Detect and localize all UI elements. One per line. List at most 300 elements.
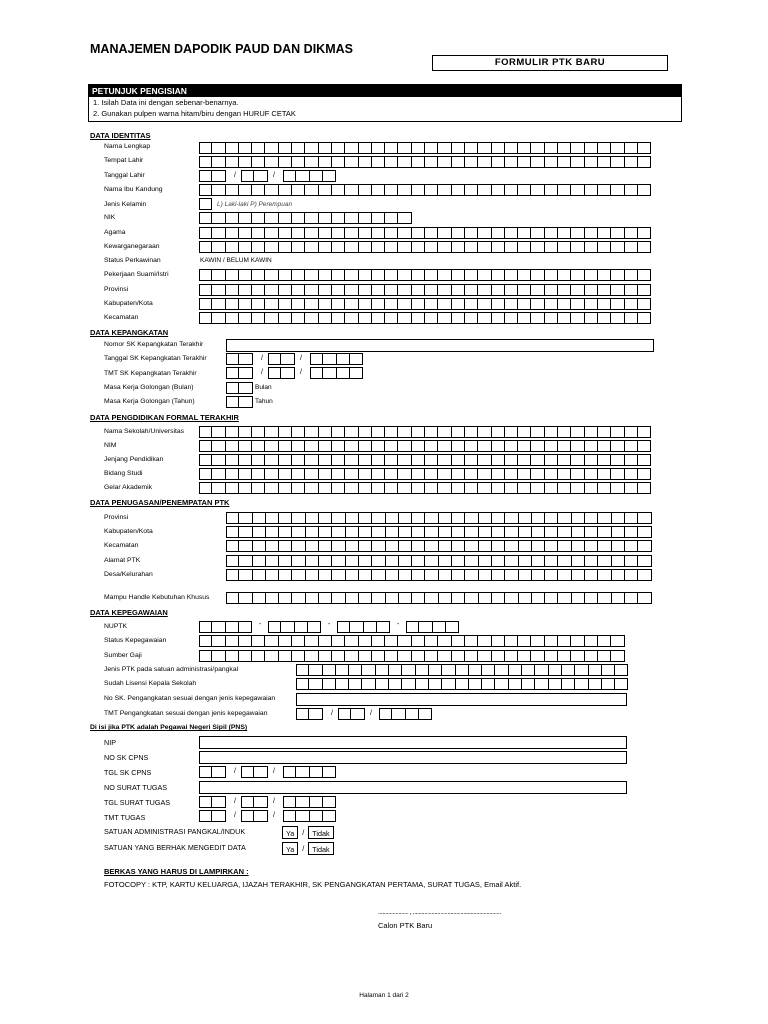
char-cell[interactable] bbox=[345, 269, 358, 281]
char-cell[interactable] bbox=[478, 650, 491, 662]
char-cell[interactable] bbox=[505, 142, 518, 154]
char-cell[interactable] bbox=[562, 664, 575, 676]
char-cell[interactable] bbox=[212, 440, 225, 452]
char-cell[interactable] bbox=[412, 284, 425, 296]
char-cell[interactable] bbox=[545, 482, 558, 494]
char-cell[interactable] bbox=[452, 142, 465, 154]
char-cell[interactable] bbox=[585, 269, 598, 281]
char-cell[interactable] bbox=[265, 227, 278, 239]
char-cell[interactable] bbox=[281, 367, 294, 379]
field-nuptk-4[interactable] bbox=[406, 621, 459, 633]
char-cell[interactable] bbox=[545, 426, 558, 438]
char-cell[interactable] bbox=[309, 708, 322, 720]
char-cell[interactable] bbox=[439, 569, 452, 581]
char-cell[interactable] bbox=[292, 440, 305, 452]
char-cell[interactable] bbox=[625, 241, 638, 253]
char-cell[interactable] bbox=[492, 241, 505, 253]
char-cell[interactable] bbox=[625, 142, 638, 154]
field-tugas-kabupaten[interactable] bbox=[226, 526, 652, 538]
char-cell[interactable] bbox=[518, 284, 531, 296]
char-cell[interactable] bbox=[585, 569, 598, 581]
char-cell[interactable] bbox=[585, 426, 598, 438]
char-cell[interactable] bbox=[345, 156, 358, 168]
char-cell[interactable] bbox=[465, 482, 478, 494]
char-cell[interactable] bbox=[226, 650, 239, 662]
char-cell[interactable] bbox=[266, 526, 279, 538]
char-cell[interactable] bbox=[319, 512, 332, 524]
field-jenis-kelamin[interactable] bbox=[199, 198, 212, 210]
char-cell[interactable] bbox=[598, 227, 611, 239]
char-cell[interactable] bbox=[226, 526, 239, 538]
char-cell[interactable] bbox=[598, 468, 611, 480]
char-cell[interactable] bbox=[585, 440, 598, 452]
char-cell[interactable] bbox=[239, 512, 252, 524]
char-cell[interactable] bbox=[452, 440, 465, 452]
char-cell[interactable] bbox=[279, 635, 292, 647]
char-cell[interactable] bbox=[292, 482, 305, 494]
char-cell[interactable] bbox=[518, 184, 531, 196]
char-cell[interactable] bbox=[332, 635, 345, 647]
char-cell[interactable] bbox=[478, 440, 491, 452]
char-cell[interactable] bbox=[239, 468, 252, 480]
char-cell[interactable] bbox=[292, 298, 305, 310]
char-cell[interactable] bbox=[598, 312, 611, 324]
char-cell[interactable] bbox=[385, 440, 398, 452]
field-tgl-sk-cpns-mm[interactable] bbox=[241, 766, 268, 778]
field-tanggal-lahir-mm[interactable] bbox=[241, 170, 268, 182]
char-cell[interactable] bbox=[638, 540, 651, 552]
char-cell[interactable] bbox=[377, 621, 390, 633]
char-cell[interactable] bbox=[279, 426, 292, 438]
char-cell[interactable] bbox=[518, 454, 531, 466]
char-cell[interactable] bbox=[279, 312, 292, 324]
char-cell[interactable] bbox=[598, 298, 611, 310]
char-cell[interactable] bbox=[585, 482, 598, 494]
char-cell[interactable] bbox=[332, 569, 345, 581]
char-cell[interactable] bbox=[412, 592, 425, 604]
char-cell[interactable] bbox=[638, 312, 651, 324]
char-cell[interactable] bbox=[239, 540, 252, 552]
char-cell[interactable] bbox=[279, 526, 292, 538]
char-cell[interactable] bbox=[416, 678, 429, 690]
char-cell[interactable] bbox=[349, 678, 362, 690]
char-cell[interactable] bbox=[398, 269, 411, 281]
char-cell[interactable] bbox=[412, 312, 425, 324]
char-cell[interactable] bbox=[386, 555, 399, 567]
char-cell[interactable] bbox=[505, 440, 518, 452]
char-cell[interactable] bbox=[268, 367, 281, 379]
char-cell[interactable] bbox=[625, 526, 638, 538]
char-cell[interactable] bbox=[478, 227, 491, 239]
char-cell[interactable] bbox=[305, 635, 318, 647]
char-cell[interactable] bbox=[226, 555, 239, 567]
char-cell[interactable] bbox=[478, 426, 491, 438]
char-cell[interactable] bbox=[292, 212, 305, 224]
char-cell[interactable] bbox=[292, 227, 305, 239]
field-gelar[interactable] bbox=[199, 482, 651, 494]
char-cell[interactable] bbox=[226, 540, 239, 552]
char-cell[interactable] bbox=[385, 312, 398, 324]
char-cell[interactable] bbox=[266, 592, 279, 604]
char-cell[interactable] bbox=[345, 241, 358, 253]
char-cell[interactable] bbox=[310, 810, 323, 822]
char-cell[interactable] bbox=[492, 540, 505, 552]
char-cell[interactable] bbox=[492, 227, 505, 239]
char-cell[interactable] bbox=[505, 184, 518, 196]
char-cell[interactable] bbox=[305, 269, 318, 281]
char-cell[interactable] bbox=[319, 440, 332, 452]
char-cell[interactable] bbox=[212, 298, 225, 310]
char-cell[interactable] bbox=[346, 512, 359, 524]
char-cell[interactable] bbox=[505, 468, 518, 480]
char-cell[interactable] bbox=[558, 540, 571, 552]
char-cell[interactable] bbox=[509, 664, 522, 676]
char-cell[interactable] bbox=[571, 440, 584, 452]
char-cell[interactable] bbox=[452, 569, 465, 581]
char-cell[interactable] bbox=[345, 298, 358, 310]
char-cell[interactable] bbox=[332, 298, 345, 310]
char-cell[interactable] bbox=[452, 269, 465, 281]
char-cell[interactable] bbox=[252, 635, 265, 647]
char-cell[interactable] bbox=[292, 512, 305, 524]
char-cell[interactable] bbox=[199, 142, 212, 154]
char-cell[interactable] bbox=[212, 142, 225, 154]
field-tanggal-sk-mm[interactable] bbox=[268, 353, 295, 365]
char-cell[interactable] bbox=[398, 241, 411, 253]
char-cell[interactable] bbox=[372, 526, 385, 538]
char-cell[interactable] bbox=[625, 284, 638, 296]
char-cell[interactable] bbox=[398, 635, 411, 647]
char-cell[interactable] bbox=[332, 269, 345, 281]
char-cell[interactable] bbox=[345, 650, 358, 662]
char-cell[interactable] bbox=[456, 664, 469, 676]
char-cell[interactable] bbox=[239, 621, 252, 633]
char-cell[interactable] bbox=[518, 468, 531, 480]
char-cell[interactable] bbox=[412, 512, 425, 524]
char-cell[interactable] bbox=[372, 142, 385, 154]
char-cell[interactable] bbox=[625, 540, 638, 552]
char-cell[interactable] bbox=[505, 454, 518, 466]
char-cell[interactable] bbox=[612, 569, 625, 581]
char-cell[interactable] bbox=[199, 440, 212, 452]
field-nuptk-2[interactable] bbox=[268, 621, 321, 633]
char-cell[interactable] bbox=[611, 312, 624, 324]
char-cell[interactable] bbox=[611, 284, 624, 296]
char-cell[interactable] bbox=[265, 241, 278, 253]
char-cell[interactable] bbox=[319, 526, 332, 538]
char-cell[interactable] bbox=[199, 170, 212, 182]
char-cell[interactable] bbox=[292, 468, 305, 480]
char-cell[interactable] bbox=[469, 664, 482, 676]
char-cell[interactable] bbox=[292, 156, 305, 168]
char-cell[interactable] bbox=[199, 810, 212, 822]
char-cell[interactable] bbox=[465, 592, 478, 604]
char-cell[interactable] bbox=[465, 454, 478, 466]
char-cell[interactable] bbox=[412, 241, 425, 253]
char-cell[interactable] bbox=[265, 142, 278, 154]
char-cell[interactable] bbox=[611, 269, 624, 281]
char-cell[interactable] bbox=[212, 312, 225, 324]
char-cell[interactable] bbox=[226, 241, 239, 253]
char-cell[interactable] bbox=[399, 526, 412, 538]
char-cell[interactable] bbox=[412, 482, 425, 494]
char-cell[interactable] bbox=[253, 512, 266, 524]
char-cell[interactable] bbox=[362, 678, 375, 690]
char-cell[interactable] bbox=[252, 298, 265, 310]
char-cell[interactable] bbox=[199, 426, 212, 438]
char-cell[interactable] bbox=[438, 156, 451, 168]
char-cell[interactable] bbox=[199, 241, 212, 253]
char-cell[interactable] bbox=[598, 426, 611, 438]
char-cell[interactable] bbox=[479, 540, 492, 552]
char-cell[interactable] bbox=[598, 650, 611, 662]
char-cell[interactable] bbox=[279, 269, 292, 281]
char-cell[interactable] bbox=[310, 170, 323, 182]
char-cell[interactable] bbox=[625, 227, 638, 239]
char-cell[interactable] bbox=[429, 664, 442, 676]
char-cell[interactable] bbox=[585, 298, 598, 310]
char-cell[interactable] bbox=[545, 650, 558, 662]
char-cell[interactable] bbox=[465, 526, 478, 538]
char-cell[interactable] bbox=[306, 592, 319, 604]
char-cell[interactable] bbox=[345, 142, 358, 154]
field-tmt-tugas-mm[interactable] bbox=[241, 810, 268, 822]
char-cell[interactable] bbox=[359, 184, 372, 196]
char-cell[interactable] bbox=[558, 635, 571, 647]
char-cell[interactable] bbox=[319, 592, 332, 604]
char-cell[interactable] bbox=[239, 353, 252, 365]
char-cell[interactable] bbox=[319, 298, 332, 310]
char-cell[interactable] bbox=[241, 796, 254, 808]
char-cell[interactable] bbox=[571, 284, 584, 296]
char-cell[interactable] bbox=[589, 678, 602, 690]
char-cell[interactable] bbox=[558, 569, 571, 581]
char-cell[interactable] bbox=[253, 526, 266, 538]
char-cell[interactable] bbox=[319, 312, 332, 324]
field-tanggal-lahir-dd[interactable] bbox=[199, 170, 226, 182]
char-cell[interactable] bbox=[386, 526, 399, 538]
char-cell[interactable] bbox=[199, 269, 212, 281]
char-cell[interactable] bbox=[283, 766, 296, 778]
char-cell[interactable] bbox=[611, 635, 624, 647]
field-nama-ibu[interactable] bbox=[199, 184, 651, 196]
char-cell[interactable] bbox=[359, 269, 372, 281]
char-cell[interactable] bbox=[305, 184, 318, 196]
field-handle-khusus[interactable] bbox=[226, 592, 652, 604]
char-cell[interactable] bbox=[425, 569, 438, 581]
char-cell[interactable] bbox=[359, 512, 372, 524]
char-cell[interactable] bbox=[319, 569, 332, 581]
char-cell[interactable] bbox=[545, 512, 558, 524]
char-cell[interactable] bbox=[638, 512, 651, 524]
char-cell[interactable] bbox=[279, 650, 292, 662]
char-cell[interactable] bbox=[319, 468, 332, 480]
char-cell[interactable] bbox=[332, 284, 345, 296]
char-cell[interactable] bbox=[323, 678, 336, 690]
char-cell[interactable] bbox=[212, 426, 225, 438]
char-cell[interactable] bbox=[345, 468, 358, 480]
char-cell[interactable] bbox=[226, 142, 239, 154]
char-cell[interactable] bbox=[359, 440, 372, 452]
char-cell[interactable] bbox=[598, 454, 611, 466]
char-cell[interactable] bbox=[266, 540, 279, 552]
field-tanggal-lahir-yyyy[interactable] bbox=[283, 170, 336, 182]
char-cell[interactable] bbox=[265, 212, 278, 224]
char-cell[interactable] bbox=[558, 269, 571, 281]
char-cell[interactable] bbox=[479, 569, 492, 581]
char-cell[interactable] bbox=[465, 555, 478, 567]
char-cell[interactable] bbox=[419, 708, 432, 720]
char-cell[interactable] bbox=[239, 454, 252, 466]
char-cell[interactable] bbox=[438, 312, 451, 324]
char-cell[interactable] bbox=[385, 241, 398, 253]
char-cell[interactable] bbox=[212, 482, 225, 494]
char-cell[interactable] bbox=[505, 635, 518, 647]
char-cell[interactable] bbox=[296, 170, 309, 182]
char-cell[interactable] bbox=[359, 592, 372, 604]
char-cell[interactable] bbox=[212, 156, 225, 168]
char-cell[interactable] bbox=[531, 184, 544, 196]
char-cell[interactable] bbox=[392, 708, 405, 720]
char-cell[interactable] bbox=[398, 440, 411, 452]
char-cell[interactable] bbox=[452, 635, 465, 647]
char-cell[interactable] bbox=[279, 212, 292, 224]
char-cell[interactable] bbox=[625, 312, 638, 324]
char-cell[interactable] bbox=[306, 555, 319, 567]
char-cell[interactable] bbox=[638, 298, 651, 310]
char-cell[interactable] bbox=[625, 156, 638, 168]
char-cell[interactable] bbox=[439, 512, 452, 524]
char-cell[interactable] bbox=[305, 298, 318, 310]
char-cell[interactable] bbox=[585, 650, 598, 662]
char-cell[interactable] bbox=[572, 555, 585, 567]
char-cell[interactable] bbox=[305, 650, 318, 662]
char-cell[interactable] bbox=[478, 284, 491, 296]
char-cell[interactable] bbox=[482, 678, 495, 690]
char-cell[interactable] bbox=[425, 298, 438, 310]
char-cell[interactable] bbox=[522, 678, 535, 690]
char-cell[interactable] bbox=[265, 468, 278, 480]
char-cell[interactable] bbox=[598, 512, 611, 524]
char-cell[interactable] bbox=[254, 796, 267, 808]
char-cell[interactable] bbox=[571, 426, 584, 438]
char-cell[interactable] bbox=[389, 678, 402, 690]
char-cell[interactable] bbox=[545, 269, 558, 281]
char-cell[interactable] bbox=[406, 708, 419, 720]
char-cell[interactable] bbox=[372, 650, 385, 662]
char-cell[interactable] bbox=[638, 142, 651, 154]
char-cell[interactable] bbox=[585, 540, 598, 552]
field-tgl-surat-tugas-dd[interactable] bbox=[199, 796, 226, 808]
char-cell[interactable] bbox=[226, 426, 239, 438]
char-cell[interactable] bbox=[372, 540, 385, 552]
char-cell[interactable] bbox=[362, 664, 375, 676]
option-tidak[interactable]: Tidak bbox=[308, 826, 333, 839]
char-cell[interactable] bbox=[212, 227, 225, 239]
char-cell[interactable] bbox=[478, 482, 491, 494]
char-cell[interactable] bbox=[585, 284, 598, 296]
char-cell[interactable] bbox=[239, 650, 252, 662]
char-cell[interactable] bbox=[239, 482, 252, 494]
char-cell[interactable] bbox=[438, 142, 451, 154]
char-cell[interactable] bbox=[545, 312, 558, 324]
char-cell[interactable] bbox=[518, 241, 531, 253]
char-cell[interactable] bbox=[611, 440, 624, 452]
char-cell[interactable] bbox=[465, 569, 478, 581]
char-cell[interactable] bbox=[372, 454, 385, 466]
char-cell[interactable] bbox=[638, 227, 651, 239]
char-cell[interactable] bbox=[412, 440, 425, 452]
char-cell[interactable] bbox=[323, 810, 336, 822]
char-cell[interactable] bbox=[412, 569, 425, 581]
char-cell[interactable] bbox=[359, 454, 372, 466]
char-cell[interactable] bbox=[212, 796, 225, 808]
char-cell[interactable] bbox=[310, 766, 323, 778]
char-cell[interactable] bbox=[252, 482, 265, 494]
char-cell[interactable] bbox=[412, 426, 425, 438]
char-cell[interactable] bbox=[625, 184, 638, 196]
char-cell[interactable] bbox=[319, 156, 332, 168]
char-cell[interactable] bbox=[283, 170, 296, 182]
char-cell[interactable] bbox=[572, 540, 585, 552]
char-cell[interactable] bbox=[638, 482, 651, 494]
char-cell[interactable] bbox=[492, 156, 505, 168]
char-cell[interactable] bbox=[359, 298, 372, 310]
char-cell[interactable] bbox=[412, 635, 425, 647]
char-cell[interactable] bbox=[359, 212, 372, 224]
char-cell[interactable] bbox=[212, 810, 225, 822]
char-cell[interactable] bbox=[518, 650, 531, 662]
char-cell[interactable] bbox=[439, 555, 452, 567]
char-cell[interactable] bbox=[385, 635, 398, 647]
char-cell[interactable] bbox=[332, 440, 345, 452]
char-cell[interactable] bbox=[545, 526, 558, 538]
field-desa[interactable] bbox=[226, 569, 652, 581]
char-cell[interactable] bbox=[319, 650, 332, 662]
char-cell[interactable] bbox=[625, 269, 638, 281]
char-cell[interactable] bbox=[292, 269, 305, 281]
char-cell[interactable] bbox=[398, 284, 411, 296]
char-cell[interactable] bbox=[319, 227, 332, 239]
char-cell[interactable] bbox=[438, 269, 451, 281]
field-nip[interactable] bbox=[199, 736, 627, 749]
char-cell[interactable] bbox=[252, 440, 265, 452]
char-cell[interactable] bbox=[612, 555, 625, 567]
char-cell[interactable] bbox=[268, 353, 281, 365]
char-cell[interactable] bbox=[252, 241, 265, 253]
char-cell[interactable] bbox=[625, 426, 638, 438]
char-cell[interactable] bbox=[625, 592, 638, 604]
field-tmt-tugas-yyyy[interactable] bbox=[283, 810, 336, 822]
char-cell[interactable] bbox=[545, 156, 558, 168]
char-cell[interactable] bbox=[226, 284, 239, 296]
char-cell[interactable] bbox=[332, 241, 345, 253]
char-cell[interactable] bbox=[492, 650, 505, 662]
char-cell[interactable] bbox=[398, 650, 411, 662]
char-cell[interactable] bbox=[332, 512, 345, 524]
char-cell[interactable] bbox=[478, 454, 491, 466]
char-cell[interactable] bbox=[239, 592, 252, 604]
char-cell[interactable] bbox=[199, 621, 212, 633]
char-cell[interactable] bbox=[638, 526, 651, 538]
char-cell[interactable] bbox=[571, 468, 584, 480]
char-cell[interactable] bbox=[495, 664, 508, 676]
char-cell[interactable] bbox=[611, 227, 624, 239]
char-cell[interactable] bbox=[319, 454, 332, 466]
char-cell[interactable] bbox=[372, 482, 385, 494]
char-cell[interactable] bbox=[332, 156, 345, 168]
field-agama[interactable] bbox=[199, 227, 651, 239]
